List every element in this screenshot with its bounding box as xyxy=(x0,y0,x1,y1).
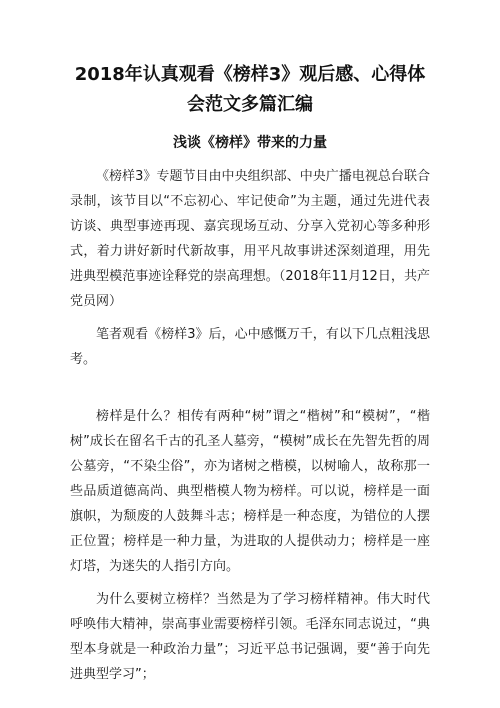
document-subtitle: 浅谈《榜样》带来的力量 xyxy=(173,135,327,151)
paragraph-intro: 《榜样3》专题节目由中央组织部、中央广播电视总台联合录制，该节目以“不忘初心、牢记使命”为主题，通过先进代表访谈、典型事迹再现、嘉宾现场互动、分享入党初心等多种形式，着力讲好新时代新故事，用平凡故事讲述深刻道理，用先进典型模范事迹诠释党的崇高理想。（2018年11月12日，共产党员网） xyxy=(70,169,430,309)
document-title: 2018年认真观看《榜样3》观后感、心得体会范文多篇汇编 xyxy=(74,64,426,115)
paragraph-reflection: 笔者观看《榜样3》后，心中感慨万千，有以下几点粗浅思考。 xyxy=(70,327,430,367)
paragraph-why-role-model: 为什么要树立榜样？当然是为了学习榜样精神。伟大时代呼唤伟大精神，崇高事业需要榜样引领。毛泽东同志说过，“典型本身就是一种政治力量”；习近平总书记强调，要“善于向先进典型学习”； xyxy=(70,592,430,682)
paragraph-what-is-role-model: 榜样是什么？相传有两种“树”谓之“楷树”和“模树”，“楷树”成长在留名千古的孔圣人墓旁，“模树”成长在先智先哲的周公墓旁，“不染尘俗”，亦为诸树之楷模，以树喻人，故称那一些品质道德高尚、典型楷模人物为榜样。可以说，榜样是一面旗帜，为颓废的人鼓舞斗志；榜样是一种态度，为错位的人摆正位置；榜样是一种力量，为进取的人提供动力；榜样是一座灯塔，为迷失的人指引方向。 xyxy=(70,409,430,574)
paragraph-spacer xyxy=(70,380,430,404)
